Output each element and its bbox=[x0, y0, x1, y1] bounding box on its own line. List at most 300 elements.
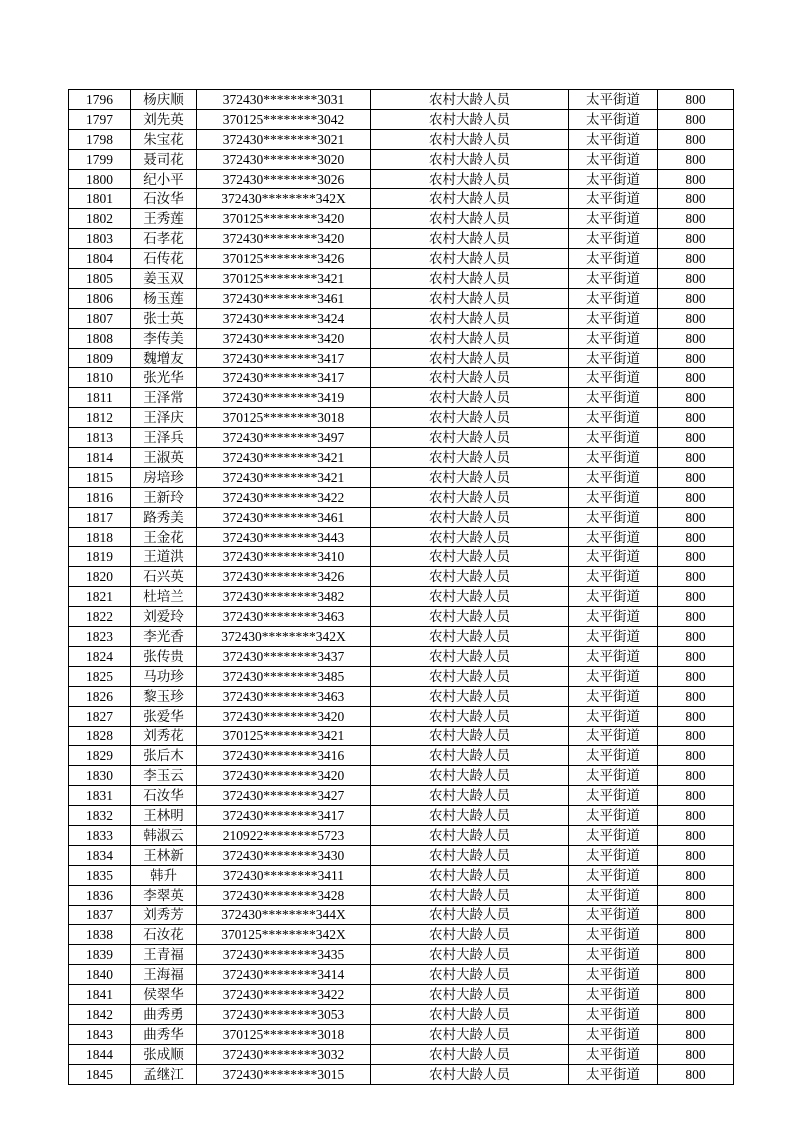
cell-amount: 800 bbox=[658, 567, 734, 587]
cell-street: 太平街道 bbox=[569, 428, 658, 448]
table-row bbox=[69, 706, 734, 726]
cell-category: 农村大龄人员 bbox=[371, 249, 569, 269]
cell-amount: 800 bbox=[658, 109, 734, 129]
cell-street: 太平街道 bbox=[569, 865, 658, 885]
cell-person-name: 石孝花 bbox=[131, 229, 197, 249]
table-row bbox=[69, 109, 734, 129]
cell-id-number: 370125********3421 bbox=[197, 726, 371, 746]
cell-person-name: 张传贵 bbox=[131, 646, 197, 666]
cell-amount: 800 bbox=[658, 249, 734, 269]
cell-amount: 800 bbox=[658, 1024, 734, 1044]
table-row bbox=[69, 766, 734, 786]
table-row bbox=[69, 388, 734, 408]
cell-street: 太平街道 bbox=[569, 547, 658, 567]
cell-person-name: 石汝华 bbox=[131, 189, 197, 209]
cell-amount: 800 bbox=[658, 308, 734, 328]
cell-person-name: 李传美 bbox=[131, 328, 197, 348]
cell-category: 农村大龄人员 bbox=[371, 129, 569, 149]
cell-category: 农村大龄人员 bbox=[371, 229, 569, 249]
cell-category: 农村大龄人员 bbox=[371, 507, 569, 527]
cell-category: 农村大龄人员 bbox=[371, 706, 569, 726]
cell-sequence-number: 1808 bbox=[69, 328, 131, 348]
cell-street: 太平街道 bbox=[569, 507, 658, 527]
cell-person-name: 杨庆顺 bbox=[131, 90, 197, 110]
cell-id-number: 370125********3018 bbox=[197, 1024, 371, 1044]
table-row bbox=[69, 1064, 734, 1084]
cell-street: 太平街道 bbox=[569, 109, 658, 129]
table-row bbox=[69, 945, 734, 965]
table-row bbox=[69, 328, 734, 348]
cell-sequence-number: 1835 bbox=[69, 865, 131, 885]
table-row bbox=[69, 607, 734, 627]
cell-person-name: 石汝花 bbox=[131, 925, 197, 945]
cell-person-name: 刘秀芳 bbox=[131, 905, 197, 925]
table-row bbox=[69, 269, 734, 289]
table-row bbox=[69, 149, 734, 169]
cell-id-number: 372430********3443 bbox=[197, 527, 371, 547]
cell-id-number: 372430********3032 bbox=[197, 1044, 371, 1064]
table-row bbox=[69, 209, 734, 229]
cell-street: 太平街道 bbox=[569, 328, 658, 348]
cell-street: 太平街道 bbox=[569, 686, 658, 706]
cell-street: 太平街道 bbox=[569, 1064, 658, 1084]
cell-street: 太平街道 bbox=[569, 646, 658, 666]
cell-street: 太平街道 bbox=[569, 408, 658, 428]
cell-id-number: 372430********3031 bbox=[197, 90, 371, 110]
cell-person-name: 韩升 bbox=[131, 865, 197, 885]
cell-amount: 800 bbox=[658, 905, 734, 925]
cell-street: 太平街道 bbox=[569, 945, 658, 965]
cell-category: 农村大龄人员 bbox=[371, 627, 569, 647]
cell-sequence-number: 1824 bbox=[69, 646, 131, 666]
table-row bbox=[69, 666, 734, 686]
cell-amount: 800 bbox=[658, 666, 734, 686]
cell-street: 太平街道 bbox=[569, 925, 658, 945]
cell-person-name: 曲秀勇 bbox=[131, 1004, 197, 1024]
roster-table-body bbox=[69, 90, 734, 1085]
cell-person-name: 曲秀华 bbox=[131, 1024, 197, 1044]
cell-street: 太平街道 bbox=[569, 786, 658, 806]
cell-amount: 800 bbox=[658, 547, 734, 567]
cell-sequence-number: 1797 bbox=[69, 109, 131, 129]
cell-sequence-number: 1803 bbox=[69, 229, 131, 249]
cell-amount: 800 bbox=[658, 169, 734, 189]
cell-id-number: 370125********3420 bbox=[197, 209, 371, 229]
cell-person-name: 王金花 bbox=[131, 527, 197, 547]
cell-person-name: 杜培兰 bbox=[131, 587, 197, 607]
cell-street: 太平街道 bbox=[569, 527, 658, 547]
cell-category: 农村大龄人员 bbox=[371, 885, 569, 905]
cell-person-name: 王海福 bbox=[131, 965, 197, 985]
cell-sequence-number: 1830 bbox=[69, 766, 131, 786]
cell-id-number: 372430********3497 bbox=[197, 428, 371, 448]
cell-amount: 800 bbox=[658, 209, 734, 229]
cell-sequence-number: 1814 bbox=[69, 448, 131, 468]
table-row bbox=[69, 905, 734, 925]
table-row bbox=[69, 507, 734, 527]
cell-category: 农村大龄人员 bbox=[371, 726, 569, 746]
cell-id-number: 372430********3414 bbox=[197, 965, 371, 985]
cell-id-number: 372430********3411 bbox=[197, 865, 371, 885]
cell-person-name: 王新玲 bbox=[131, 487, 197, 507]
cell-sequence-number: 1801 bbox=[69, 189, 131, 209]
table-row bbox=[69, 587, 734, 607]
cell-category: 农村大龄人员 bbox=[371, 149, 569, 169]
cell-street: 太平街道 bbox=[569, 746, 658, 766]
cell-id-number: 370125********3042 bbox=[197, 109, 371, 129]
table-row bbox=[69, 308, 734, 328]
table-row bbox=[69, 965, 734, 985]
cell-street: 太平街道 bbox=[569, 806, 658, 826]
cell-amount: 800 bbox=[658, 189, 734, 209]
cell-id-number: 372430********342X bbox=[197, 189, 371, 209]
cell-sequence-number: 1829 bbox=[69, 746, 131, 766]
table-row bbox=[69, 746, 734, 766]
cell-street: 太平街道 bbox=[569, 905, 658, 925]
cell-person-name: 张士英 bbox=[131, 308, 197, 328]
cell-id-number: 372430********3026 bbox=[197, 169, 371, 189]
cell-sequence-number: 1827 bbox=[69, 706, 131, 726]
table-row bbox=[69, 845, 734, 865]
cell-sequence-number: 1812 bbox=[69, 408, 131, 428]
cell-sequence-number: 1832 bbox=[69, 806, 131, 826]
cell-amount: 800 bbox=[658, 985, 734, 1005]
cell-person-name: 张光华 bbox=[131, 368, 197, 388]
cell-category: 农村大龄人员 bbox=[371, 269, 569, 289]
table-row bbox=[69, 428, 734, 448]
cell-category: 农村大龄人员 bbox=[371, 448, 569, 468]
cell-id-number: 372430********3420 bbox=[197, 766, 371, 786]
cell-id-number: 372430********3020 bbox=[197, 149, 371, 169]
cell-street: 太平街道 bbox=[569, 288, 658, 308]
table-row bbox=[69, 229, 734, 249]
cell-amount: 800 bbox=[658, 746, 734, 766]
cell-person-name: 王道洪 bbox=[131, 547, 197, 567]
cell-amount: 800 bbox=[658, 706, 734, 726]
cell-street: 太平街道 bbox=[569, 567, 658, 587]
cell-sequence-number: 1820 bbox=[69, 567, 131, 587]
cell-amount: 800 bbox=[658, 825, 734, 845]
table-row bbox=[69, 448, 734, 468]
cell-amount: 800 bbox=[658, 348, 734, 368]
cell-category: 农村大龄人员 bbox=[371, 408, 569, 428]
cell-person-name: 李光香 bbox=[131, 627, 197, 647]
table-row bbox=[69, 90, 734, 110]
cell-street: 太平街道 bbox=[569, 766, 658, 786]
cell-amount: 800 bbox=[658, 806, 734, 826]
cell-category: 农村大龄人员 bbox=[371, 646, 569, 666]
roster-table-container bbox=[68, 89, 733, 1085]
cell-person-name: 刘爱玲 bbox=[131, 607, 197, 627]
cell-category: 农村大龄人员 bbox=[371, 666, 569, 686]
cell-street: 太平街道 bbox=[569, 1004, 658, 1024]
cell-street: 太平街道 bbox=[569, 726, 658, 746]
table-row bbox=[69, 368, 734, 388]
cell-sequence-number: 1823 bbox=[69, 627, 131, 647]
cell-person-name: 王秀莲 bbox=[131, 209, 197, 229]
table-row bbox=[69, 169, 734, 189]
cell-sequence-number: 1811 bbox=[69, 388, 131, 408]
cell-street: 太平街道 bbox=[569, 487, 658, 507]
cell-person-name: 李玉云 bbox=[131, 766, 197, 786]
table-row bbox=[69, 985, 734, 1005]
table-row bbox=[69, 249, 734, 269]
cell-street: 太平街道 bbox=[569, 269, 658, 289]
cell-category: 农村大龄人员 bbox=[371, 328, 569, 348]
cell-category: 农村大龄人员 bbox=[371, 1064, 569, 1084]
cell-amount: 800 bbox=[658, 766, 734, 786]
cell-amount: 800 bbox=[658, 328, 734, 348]
cell-amount: 800 bbox=[658, 587, 734, 607]
cell-person-name: 刘先英 bbox=[131, 109, 197, 129]
cell-category: 农村大龄人员 bbox=[371, 925, 569, 945]
cell-person-name: 姜玉双 bbox=[131, 269, 197, 289]
cell-sequence-number: 1818 bbox=[69, 527, 131, 547]
cell-street: 太平街道 bbox=[569, 129, 658, 149]
cell-street: 太平街道 bbox=[569, 666, 658, 686]
cell-id-number: 370125********342X bbox=[197, 925, 371, 945]
cell-sequence-number: 1813 bbox=[69, 428, 131, 448]
cell-id-number: 372430********3420 bbox=[197, 706, 371, 726]
cell-category: 农村大龄人员 bbox=[371, 845, 569, 865]
cell-id-number: 372430********3420 bbox=[197, 229, 371, 249]
cell-street: 太平街道 bbox=[569, 348, 658, 368]
cell-amount: 800 bbox=[658, 467, 734, 487]
cell-person-name: 孟继江 bbox=[131, 1064, 197, 1084]
cell-sequence-number: 1804 bbox=[69, 249, 131, 269]
cell-sequence-number: 1826 bbox=[69, 686, 131, 706]
cell-sequence-number: 1800 bbox=[69, 169, 131, 189]
cell-person-name: 侯翠华 bbox=[131, 985, 197, 1005]
cell-street: 太平街道 bbox=[569, 985, 658, 1005]
cell-sequence-number: 1825 bbox=[69, 666, 131, 686]
cell-street: 太平街道 bbox=[569, 229, 658, 249]
cell-amount: 800 bbox=[658, 388, 734, 408]
cell-id-number: 372430********3421 bbox=[197, 467, 371, 487]
cell-person-name: 王泽庆 bbox=[131, 408, 197, 428]
cell-sequence-number: 1828 bbox=[69, 726, 131, 746]
cell-category: 农村大龄人员 bbox=[371, 766, 569, 786]
table-row bbox=[69, 527, 734, 547]
cell-sequence-number: 1816 bbox=[69, 487, 131, 507]
cell-sequence-number: 1806 bbox=[69, 288, 131, 308]
table-row bbox=[69, 129, 734, 149]
cell-street: 太平街道 bbox=[569, 149, 658, 169]
table-row bbox=[69, 1024, 734, 1044]
cell-amount: 800 bbox=[658, 1004, 734, 1024]
cell-category: 农村大龄人员 bbox=[371, 825, 569, 845]
cell-category: 农村大龄人员 bbox=[371, 965, 569, 985]
cell-category: 农村大龄人员 bbox=[371, 189, 569, 209]
cell-id-number: 370125********3421 bbox=[197, 269, 371, 289]
cell-sequence-number: 1822 bbox=[69, 607, 131, 627]
cell-category: 农村大龄人员 bbox=[371, 308, 569, 328]
cell-id-number: 372430********3053 bbox=[197, 1004, 371, 1024]
cell-street: 太平街道 bbox=[569, 627, 658, 647]
cell-street: 太平街道 bbox=[569, 209, 658, 229]
cell-id-number: 372430********3421 bbox=[197, 448, 371, 468]
cell-category: 农村大龄人员 bbox=[371, 467, 569, 487]
cell-category: 农村大龄人员 bbox=[371, 527, 569, 547]
cell-street: 太平街道 bbox=[569, 368, 658, 388]
cell-amount: 800 bbox=[658, 925, 734, 945]
cell-amount: 800 bbox=[658, 965, 734, 985]
cell-category: 农村大龄人员 bbox=[371, 746, 569, 766]
cell-id-number: 372430********344X bbox=[197, 905, 371, 925]
cell-id-number: 372430********3417 bbox=[197, 368, 371, 388]
cell-category: 农村大龄人员 bbox=[371, 109, 569, 129]
cell-person-name: 王淑英 bbox=[131, 448, 197, 468]
cell-category: 农村大龄人员 bbox=[371, 945, 569, 965]
table-row bbox=[69, 467, 734, 487]
table-row bbox=[69, 726, 734, 746]
cell-person-name: 纪小平 bbox=[131, 169, 197, 189]
cell-amount: 800 bbox=[658, 786, 734, 806]
cell-amount: 800 bbox=[658, 368, 734, 388]
cell-amount: 800 bbox=[658, 507, 734, 527]
cell-id-number: 372430********3410 bbox=[197, 547, 371, 567]
cell-sequence-number: 1837 bbox=[69, 905, 131, 925]
cell-sequence-number: 1807 bbox=[69, 308, 131, 328]
table-row bbox=[69, 825, 734, 845]
roster-table bbox=[68, 89, 734, 1085]
cell-id-number: 372430********3420 bbox=[197, 328, 371, 348]
cell-person-name: 张爱华 bbox=[131, 706, 197, 726]
cell-category: 农村大龄人员 bbox=[371, 428, 569, 448]
cell-person-name: 王泽兵 bbox=[131, 428, 197, 448]
table-row bbox=[69, 288, 734, 308]
cell-sequence-number: 1833 bbox=[69, 825, 131, 845]
cell-street: 太平街道 bbox=[569, 607, 658, 627]
cell-sequence-number: 1834 bbox=[69, 845, 131, 865]
cell-street: 太平街道 bbox=[569, 448, 658, 468]
cell-category: 农村大龄人员 bbox=[371, 547, 569, 567]
cell-id-number: 372430********3463 bbox=[197, 686, 371, 706]
cell-category: 农村大龄人员 bbox=[371, 1024, 569, 1044]
cell-id-number: 372430********3416 bbox=[197, 746, 371, 766]
cell-street: 太平街道 bbox=[569, 1044, 658, 1064]
cell-sequence-number: 1821 bbox=[69, 587, 131, 607]
cell-amount: 800 bbox=[658, 686, 734, 706]
table-row bbox=[69, 189, 734, 209]
cell-person-name: 张成顺 bbox=[131, 1044, 197, 1064]
cell-id-number: 372430********3482 bbox=[197, 587, 371, 607]
cell-street: 太平街道 bbox=[569, 249, 658, 269]
cell-amount: 800 bbox=[658, 607, 734, 627]
cell-street: 太平街道 bbox=[569, 467, 658, 487]
cell-category: 农村大龄人员 bbox=[371, 1044, 569, 1064]
cell-street: 太平街道 bbox=[569, 169, 658, 189]
cell-amount: 800 bbox=[658, 269, 734, 289]
table-row bbox=[69, 885, 734, 905]
cell-id-number: 372430********3426 bbox=[197, 567, 371, 587]
cell-person-name: 朱宝花 bbox=[131, 129, 197, 149]
cell-id-number: 372430********3428 bbox=[197, 885, 371, 905]
cell-amount: 800 bbox=[658, 487, 734, 507]
table-row bbox=[69, 646, 734, 666]
cell-street: 太平街道 bbox=[569, 587, 658, 607]
cell-id-number: 372430********3424 bbox=[197, 308, 371, 328]
cell-category: 农村大龄人员 bbox=[371, 905, 569, 925]
cell-sequence-number: 1802 bbox=[69, 209, 131, 229]
cell-sequence-number: 1838 bbox=[69, 925, 131, 945]
cell-sequence-number: 1809 bbox=[69, 348, 131, 368]
cell-street: 太平街道 bbox=[569, 885, 658, 905]
cell-sequence-number: 1831 bbox=[69, 786, 131, 806]
cell-sequence-number: 1844 bbox=[69, 1044, 131, 1064]
cell-category: 农村大龄人员 bbox=[371, 368, 569, 388]
cell-amount: 800 bbox=[658, 527, 734, 547]
table-row bbox=[69, 487, 734, 507]
cell-sequence-number: 1798 bbox=[69, 129, 131, 149]
cell-id-number: 372430********3015 bbox=[197, 1064, 371, 1084]
cell-amount: 800 bbox=[658, 865, 734, 885]
cell-amount: 800 bbox=[658, 845, 734, 865]
cell-category: 农村大龄人员 bbox=[371, 865, 569, 885]
cell-sequence-number: 1805 bbox=[69, 269, 131, 289]
cell-amount: 800 bbox=[658, 229, 734, 249]
cell-person-name: 路秀美 bbox=[131, 507, 197, 527]
cell-id-number: 372430********3021 bbox=[197, 129, 371, 149]
cell-amount: 800 bbox=[658, 149, 734, 169]
cell-person-name: 魏增友 bbox=[131, 348, 197, 368]
cell-street: 太平街道 bbox=[569, 388, 658, 408]
table-row bbox=[69, 348, 734, 368]
cell-amount: 800 bbox=[658, 646, 734, 666]
cell-amount: 800 bbox=[658, 1044, 734, 1064]
cell-category: 农村大龄人员 bbox=[371, 169, 569, 189]
cell-category: 农村大龄人员 bbox=[371, 587, 569, 607]
cell-id-number: 372430********3430 bbox=[197, 845, 371, 865]
table-row bbox=[69, 627, 734, 647]
cell-sequence-number: 1841 bbox=[69, 985, 131, 1005]
cell-sequence-number: 1810 bbox=[69, 368, 131, 388]
cell-sequence-number: 1819 bbox=[69, 547, 131, 567]
table-row bbox=[69, 686, 734, 706]
cell-category: 农村大龄人员 bbox=[371, 686, 569, 706]
cell-person-name: 王泽常 bbox=[131, 388, 197, 408]
cell-amount: 800 bbox=[658, 288, 734, 308]
cell-amount: 800 bbox=[658, 408, 734, 428]
cell-amount: 800 bbox=[658, 448, 734, 468]
cell-id-number: 372430********3461 bbox=[197, 288, 371, 308]
cell-category: 农村大龄人员 bbox=[371, 209, 569, 229]
cell-person-name: 石汝华 bbox=[131, 786, 197, 806]
cell-sequence-number: 1815 bbox=[69, 467, 131, 487]
table-row bbox=[69, 865, 734, 885]
cell-category: 农村大龄人员 bbox=[371, 985, 569, 1005]
cell-amount: 800 bbox=[658, 945, 734, 965]
cell-id-number: 372430********3463 bbox=[197, 607, 371, 627]
cell-id-number: 210922********5723 bbox=[197, 825, 371, 845]
cell-category: 农村大龄人员 bbox=[371, 288, 569, 308]
cell-id-number: 370125********3018 bbox=[197, 408, 371, 428]
cell-amount: 800 bbox=[658, 428, 734, 448]
cell-sequence-number: 1840 bbox=[69, 965, 131, 985]
cell-person-name: 张后木 bbox=[131, 746, 197, 766]
cell-person-name: 聂司花 bbox=[131, 149, 197, 169]
cell-street: 太平街道 bbox=[569, 825, 658, 845]
cell-street: 太平街道 bbox=[569, 965, 658, 985]
cell-person-name: 杨玉莲 bbox=[131, 288, 197, 308]
cell-street: 太平街道 bbox=[569, 90, 658, 110]
cell-street: 太平街道 bbox=[569, 845, 658, 865]
cell-category: 农村大龄人员 bbox=[371, 607, 569, 627]
table-row bbox=[69, 925, 734, 945]
cell-amount: 800 bbox=[658, 90, 734, 110]
cell-category: 农村大龄人员 bbox=[371, 348, 569, 368]
cell-category: 农村大龄人员 bbox=[371, 567, 569, 587]
